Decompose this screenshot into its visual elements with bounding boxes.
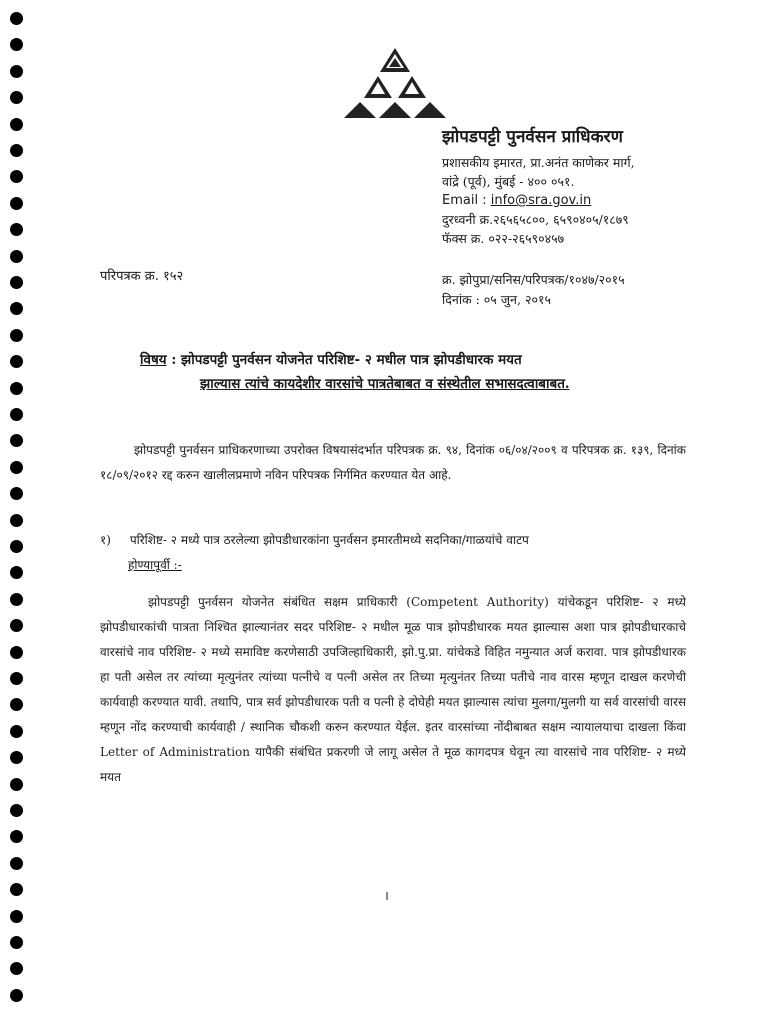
binder-hole bbox=[10, 672, 23, 685]
binder-hole bbox=[10, 197, 23, 210]
binder-hole bbox=[10, 646, 23, 659]
phone-numbers: दुरध्वनी क्र.२६५६५८००, ६५९०४०५/१८७९ bbox=[442, 212, 629, 227]
binder-hole bbox=[10, 936, 23, 949]
binder-hole bbox=[10, 144, 23, 157]
circular-date: दिनांक : ०५ जुन, २०१५ bbox=[442, 292, 551, 307]
binder-hole bbox=[10, 118, 23, 131]
reference-number: क्र. झोपुप्रा/सनिस/परिपत्रक/१०४७/२०१५ bbox=[442, 272, 625, 287]
reference-block bbox=[442, 270, 625, 310]
item-continuation: होण्यापूर्वी :- bbox=[128, 558, 182, 572]
body-paragraph-2: झोपडपट्टी पुनर्वसन योजनेत संबंधित सक्षम प्राधिकारी (Competent Authority) यांचेकडून परिशिष्ट- २ मध्ये झोपडीधारकांची पात्रता निश्चित झाल्यानंतर सदर परिशिष्ट- २ मधील मूळ पात्र झोपडीधारक मयत झाल्यास अशा पात्र झोपडीधारकाचे वारसांचे नाव परिशिष्ट- २ मध्ये समाविष्ट करणेसाठी उपजिल्हाधिकारी, झो.पु.प्रा. यांचेकडे विहित नमुन्यात अर्ज करावा. पात्र झोपडीधारक हा पती असेल तर त्यांच्या मृत्युनंतर त्यांच्या पत्नीचे व पत्नी असेल तर तिच्या मृत्युनंतर तिच्या पतीचे नाव वारस म्हणून दाखल करणेची कार्यवाही करण्यात यावी. तथापि, पात्र सर्व झोपडीधारक पती व पत्नी हे दोघेही मयत झाल्यास त्यांचा मुलगा/मुलगी या सर्व वारसांची वारस म्हणून नोंद करण्याची कार्यवाही / स्थानिक चौकशी करुन करण्यात येईल. इतर वारसांच्या नोंदीबाबत सक्षम न्यायालयाचा दाखला किंवा Letter of Administration यापैकी संबंधित प्रकरणी जे लागू असेल ते मूळ कागदपत्र घेवून त्या वारसांचे नाव परिशिष्ट- २ मध्ये मयत bbox=[100, 595, 686, 784]
binder-hole bbox=[10, 382, 23, 395]
letterhead bbox=[442, 124, 742, 248]
email-row bbox=[442, 191, 742, 210]
body-paragraph-1: झोपडपट्टी पुनर्वसन प्राधिकरणाच्या उपरोक्त विषयासंदर्भात परिपत्रक क्र. ९४, दिनांक ०६/०४/२००९ व परिपत्रक क्र. १३९, दिनांक १८/०९/२०१२ रद्द करुन खालीलप्रमाणे नविन परिपत्रक निर्गमित करण्यात येत आहे. bbox=[100, 443, 686, 482]
numbered-item-1 bbox=[100, 528, 686, 578]
binder-hole bbox=[10, 408, 23, 421]
subject-line-1: : झोपडपट्टी पुनर्वसन योजनेत परिशिष्ट- २ मधील पात्र झोपडीधारक मयत bbox=[171, 352, 522, 368]
binder-hole bbox=[10, 540, 23, 553]
binder-hole bbox=[10, 566, 23, 579]
binder-hole bbox=[10, 962, 23, 975]
binder-hole bbox=[10, 857, 23, 870]
address-line-2: वांद्रे (पूर्व), मुंबई - ४०० ०५१. bbox=[442, 174, 575, 189]
binder-hole bbox=[10, 38, 23, 51]
binder-hole bbox=[10, 355, 23, 368]
binder-hole bbox=[10, 91, 23, 104]
binder-hole bbox=[10, 619, 23, 632]
address-line-1: प्रशासकीय इमारत, प्रा.अनंत काणेकर मार्ग, bbox=[442, 155, 635, 170]
binder-hole bbox=[10, 170, 23, 183]
binder-hole bbox=[10, 434, 23, 447]
binder-hole bbox=[10, 461, 23, 474]
circular-number: परिपत्रक क्र. १५२ bbox=[100, 269, 184, 284]
binder-hole bbox=[10, 698, 23, 711]
fax-number: फॅक्स क्र. ०२२-२६५९०४५७ bbox=[442, 231, 565, 246]
binder-hole bbox=[10, 514, 23, 527]
binder-hole bbox=[10, 883, 23, 896]
binder-hole bbox=[10, 910, 23, 923]
binder-hole bbox=[10, 751, 23, 764]
binder-hole bbox=[10, 487, 23, 500]
email-link[interactable]: info@sra.gov.in bbox=[490, 193, 592, 208]
subject-block bbox=[140, 348, 700, 396]
binder-holes bbox=[10, 12, 30, 1012]
subject-label: विषय bbox=[140, 352, 167, 368]
item-text: परिशिष्ट- २ मध्ये पात्र ठरलेल्या झोपडीधारकांना पुनर्वसन इमारतीमध्ये सदनिका/गाळयांचे वाटप bbox=[129, 533, 529, 547]
binder-hole bbox=[10, 302, 23, 315]
binder-hole bbox=[10, 329, 23, 342]
binder-hole bbox=[10, 778, 23, 791]
binder-hole bbox=[10, 804, 23, 817]
binder-hole bbox=[10, 830, 23, 843]
subject-line-2: झाल्यास त्यांचे कायदेशीर वारसांचे पात्रतेबाबत व संस्थेतील सभासदत्वाबाबत. bbox=[200, 376, 570, 392]
email-label: Email : bbox=[442, 193, 487, 208]
sra-logo bbox=[340, 46, 450, 120]
item-number: १) bbox=[100, 533, 111, 547]
binder-hole bbox=[10, 276, 23, 289]
binder-hole bbox=[10, 223, 23, 236]
binder-hole bbox=[10, 593, 23, 606]
binder-hole bbox=[10, 12, 23, 25]
binder-hole bbox=[10, 250, 23, 263]
binder-hole bbox=[10, 65, 23, 78]
organization-name: झोपडपट्टी पुनर्वसन प्राधिकरण bbox=[442, 127, 623, 147]
page-mark: । bbox=[384, 889, 389, 904]
binder-hole bbox=[10, 725, 23, 738]
binder-hole bbox=[10, 989, 23, 1002]
